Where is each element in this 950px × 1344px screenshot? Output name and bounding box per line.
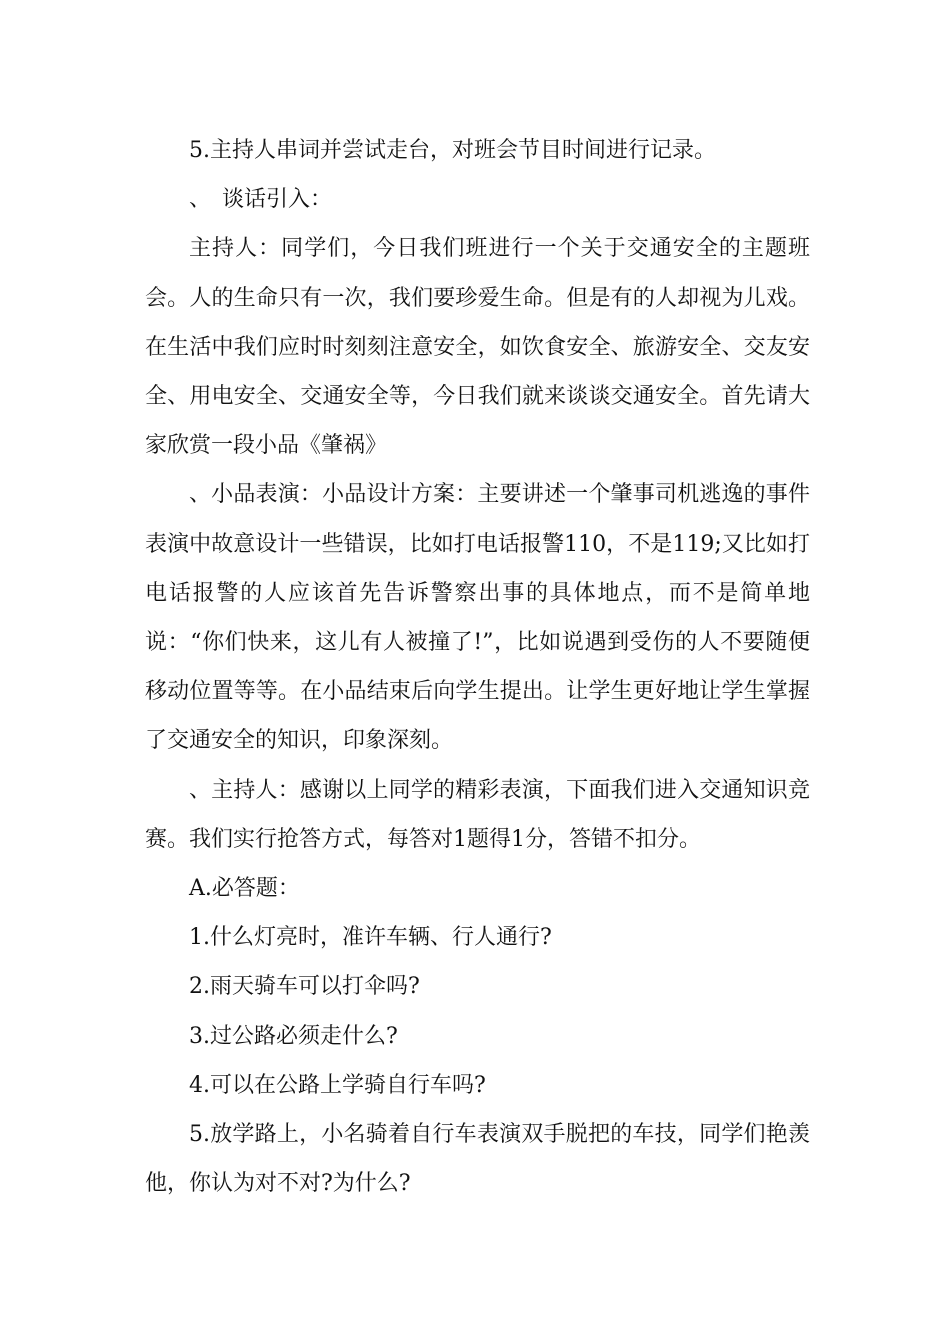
paragraph-question-5: 5.放学路上，小名骑着自行车表演双手脱把的车技，同学们艳羡他，你认为对不对?为什么?	[145, 1122, 810, 1197]
paragraph-question-1: 1.什么灯亮时，准许车辆、行人通行?	[189, 925, 552, 951]
paragraph-talk-intro-heading: 、 谈话引入：	[189, 187, 333, 213]
paragraph-question-2: 2.雨天骑车可以打伞吗?	[189, 974, 420, 1000]
paragraph-skit-performance: 、小品表演：小品设计方案：主要讲述一个肇事司机逃逸的事件表演中故意设计一些错误，比如打电话报警110，不是119;又比如打电话报警的人应该首先告诉警察出事的具体地点，而不是简单地说：“你们快来，这儿有人被撞了!”，比如说遇到受伤的人不要随便移动位置等等。在小品结束后向学生提出。让学生更好地让学生掌握了交通安全的知识，印象深刻。	[145, 482, 810, 754]
paragraph-question-3: 3.过公路必须走什么?	[189, 1023, 398, 1049]
paragraph-quiz-intro: 、主持人：感谢以上同学的精彩表演，下面我们进入交通知识竞赛。我们实行抢答方式，每答对1题得1分，答错不扣分。	[145, 777, 810, 852]
paragraph-required-questions-heading: A.必答题：	[189, 876, 300, 902]
document-body	[145, 126, 810, 1208]
paragraph-host-opening: 主持人：同学们，今日我们班进行一个关于交通安全的主题班会。人的生命只有一次，我们要珍爱生命。但是有的人却视为儿戏。在生活中我们应时时刻刻注意安全，如饮食安全、旅游安全、交友安全、用电安全、交通安全等，今日我们就来谈谈交通安全。首先请大家欣赏一段小品《肇祸》	[145, 236, 810, 459]
paragraph-question-4: 4.可以在公路上学骑自行车吗?	[189, 1072, 486, 1098]
paragraph-host-rehearsal: 5.主持人串词并尝试走台，对班会节目时间进行记录。	[189, 138, 716, 163]
